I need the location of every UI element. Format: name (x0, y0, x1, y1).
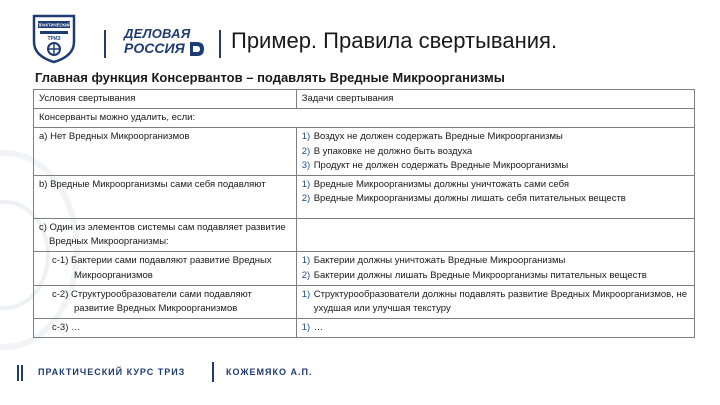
slide-subtitle: Главная функция Консервантов – подавлять Вредные Микроорганизмы (35, 70, 505, 85)
brand-logo (124, 26, 210, 62)
brand-line-1: ДЕЛОВАЯ (124, 26, 191, 41)
header-separator (219, 30, 221, 58)
footer-separator (212, 362, 214, 382)
list-item (302, 145, 690, 159)
item-text: Воздух не должен содержать Вредные Микроорганизмы (313, 131, 563, 143)
condition-text: c-3) … (52, 322, 81, 334)
tasks-cell (296, 252, 694, 285)
list-item (302, 192, 690, 206)
list-item (302, 159, 690, 173)
item-text: Бактерии должны уничтожать Вредные Микроорганизмы (313, 255, 566, 267)
badge-text-top: ПРАКТИЧЕСКИЙ (36, 22, 72, 28)
triz-badge-logo (28, 12, 80, 64)
brand-line-2: РОССИЯ (124, 40, 185, 56)
list-item (302, 254, 690, 268)
condition-cell (34, 319, 297, 338)
column-header-tasks: Задачи свертывания (296, 90, 694, 109)
item-number: 1) (301, 288, 311, 300)
list-item (302, 178, 690, 192)
table-header-row (34, 90, 695, 109)
item-number: 1) (301, 255, 311, 267)
item-number: 2) (301, 193, 311, 205)
tasks-cell (296, 285, 694, 318)
table-row (34, 109, 695, 128)
item-text: Структурообразователи должны подавлять развитие Вредных Микроорганизмов, не ухудшая или улучшая текстуру (313, 288, 688, 315)
item-text: Вредные Микроорганизмы должны уничтожать сами себя (313, 179, 569, 191)
item-text: Вредные Микроорганизмы должны лишать себя питательных веществ (313, 193, 626, 205)
badge-text-bottom: ТРИЗ (47, 36, 61, 42)
list-item (302, 321, 690, 335)
item-number: 2) (301, 145, 311, 157)
list-item (302, 288, 690, 316)
footer-author: КОЖЕМЯКО А.П. (226, 367, 313, 377)
tasks-cell (296, 319, 694, 338)
item-text: … (313, 322, 324, 334)
condition-cell (34, 128, 297, 176)
table-row (34, 176, 695, 219)
item-number: 1) (301, 131, 311, 143)
item-number: 2) (301, 269, 311, 281)
tasks-cell-empty (296, 219, 694, 252)
condition-cell (34, 252, 297, 285)
table-intro-cell: Консерванты можно удалить, если: (34, 109, 695, 128)
condition-text: b) Вредные Микроорганизмы сами себя подавляют (39, 179, 266, 191)
footer-course-title: ПРАКТИЧЕСКИЙ КУРС ТРИЗ (38, 367, 186, 377)
footer (0, 362, 720, 392)
condition-text: c) Один из элементов системы сам подавляет развитие Вредных Микроорганизмы: (39, 222, 286, 248)
column-header-conditions: Условия свертывания (34, 90, 297, 109)
condition-cell (34, 285, 297, 318)
condition-text: a) Нет Вредных Микроорганизмов (39, 131, 190, 143)
condition-cell (34, 219, 297, 252)
item-text: Продукт не должен содержать Вредные Микроорганизмы (313, 159, 569, 171)
table-row (34, 319, 695, 338)
list-item (302, 130, 690, 144)
table-row (34, 285, 695, 318)
item-number: 1) (301, 322, 311, 334)
item-text: В упаковке не должно быть воздуха (313, 145, 473, 157)
item-number: 3) (301, 159, 311, 171)
item-number: 1) (301, 179, 311, 191)
table-row (34, 252, 695, 285)
slide-title: Пример. Правила свертывания. (231, 28, 558, 53)
header-separator (104, 30, 106, 58)
condition-text: c-1) Бактерии сами подавляют развитие Вредных Микроорганизмов (52, 255, 272, 281)
table-row (34, 219, 695, 252)
header (0, 0, 720, 68)
tasks-cell (296, 176, 694, 219)
brand-mark-icon (188, 40, 206, 58)
condition-text: c-2) Структурообразователи сами подавляют развитие Вредных Микроорганизмов (52, 288, 252, 315)
item-text: Бактерии должны лишать Вредные Микроорганизмы питательных веществ (313, 269, 647, 281)
list-item (302, 269, 690, 283)
table-row (34, 128, 695, 176)
rules-table (33, 89, 695, 338)
condition-cell (34, 176, 297, 219)
tasks-cell (296, 128, 694, 176)
